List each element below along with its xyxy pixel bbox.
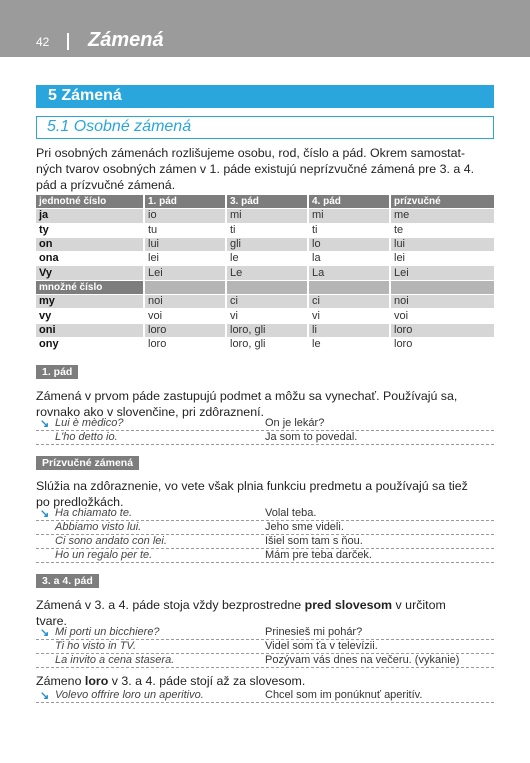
table-row — [36, 266, 494, 280]
table-row — [36, 295, 494, 309]
table-cell: le — [309, 338, 391, 352]
label-stressed-pronouns: Prízvučné zámená — [36, 456, 139, 470]
text-run: v 3. a 4. páde stojí až za slovesom. — [108, 674, 306, 688]
example-slovak: Pozývam vás dnes na večeru. (vykanie) — [265, 654, 460, 666]
table-cell: ti — [309, 224, 391, 238]
example-italian: Mi porti un bicchiere? — [55, 626, 160, 638]
table-cell: le — [227, 252, 309, 266]
table-row — [36, 309, 494, 323]
arrow-down-right-icon: ↘ — [40, 418, 50, 430]
table-row — [36, 338, 494, 352]
section-title: 5 Zámená — [48, 87, 122, 104]
example-row — [36, 549, 494, 563]
chapter-title: Zámená — [88, 29, 164, 51]
example-slovak: Prinesieš mi pohár? — [265, 626, 363, 638]
page-number: 42 — [36, 35, 50, 49]
table-cell: noi — [391, 295, 494, 309]
paragraph-line — [36, 597, 494, 613]
table-cell: vi — [309, 309, 391, 323]
block2-paragraph — [36, 478, 494, 510]
table-cell: loro, gli — [227, 324, 309, 338]
intro-line: Pri osobných zámenách rozlišujeme osobu, rod, číslo a pád. Okrem samostat- — [36, 146, 466, 160]
table-cell: lui — [391, 238, 494, 252]
label-first-case: 1. pád — [36, 365, 78, 379]
example-row — [36, 689, 494, 703]
table-cell: te — [391, 224, 494, 238]
table-cell: gli — [227, 238, 309, 252]
table-cell: Lei — [391, 266, 494, 280]
table-cell: loro — [145, 324, 227, 338]
table-row — [36, 324, 494, 338]
example-italian: Ci sono andato con lei. — [55, 535, 167, 547]
table-cell: my — [36, 295, 145, 309]
table-cell: loro — [145, 338, 227, 352]
example-slovak: On je lekár? — [265, 417, 325, 429]
bold-text-run: pred slovesom — [304, 598, 393, 612]
table-cell: on — [36, 238, 145, 252]
table-cell: Le — [227, 266, 309, 280]
example-italian: Volevo offrire loro un aperitivo. — [55, 689, 204, 701]
example-italian: L'ho detto io. — [55, 431, 118, 443]
pronoun-table — [36, 195, 494, 352]
example-italian: Ti ho visto in TV. — [55, 640, 137, 652]
table-cell: lei — [391, 252, 494, 266]
table-cell: me — [391, 209, 494, 223]
table-row — [36, 224, 494, 238]
table-cell: La — [309, 266, 391, 280]
example-row — [36, 417, 494, 431]
arrow-down-right-icon: ↘ — [40, 508, 50, 520]
label-third-fourth-case: 3. a 4. pád — [36, 574, 99, 588]
paragraph-line: po predložkách. — [36, 495, 124, 509]
example-slovak: Išiel som tam s ňou. — [265, 535, 363, 547]
table-header-cell: 3. pád — [227, 195, 309, 209]
block4-paragraph — [36, 673, 494, 689]
table-cell: io — [145, 209, 227, 223]
intro-paragraph — [36, 145, 494, 193]
table-row — [36, 252, 494, 266]
intro-line: pád a prízvučné zámená. — [36, 178, 176, 192]
text-run: Zámená v 3. a 4. páde stoja vždy bezprostredne — [36, 598, 305, 612]
table-header-cell: 4. pád — [309, 195, 391, 209]
table-cell: ti — [227, 224, 309, 238]
example-row — [36, 431, 494, 445]
table-cell: ja — [36, 209, 145, 223]
table-row — [36, 238, 494, 252]
table-header-cell — [145, 281, 227, 295]
table-cell: ci — [227, 295, 309, 309]
table-cell: voi — [145, 309, 227, 323]
text-run: v určitom — [392, 598, 446, 612]
table-cell: oni — [36, 324, 145, 338]
table-cell: mi — [227, 209, 309, 223]
table-cell: la — [309, 252, 391, 266]
table-cell: lei — [145, 252, 227, 266]
table-header-cell: jednotné číslo — [36, 195, 145, 209]
table-cell: vi — [227, 309, 309, 323]
table-cell: Vy — [36, 266, 145, 280]
table-cell: ty — [36, 224, 145, 238]
page-header — [0, 0, 530, 57]
example-row — [36, 535, 494, 549]
table-header-cell — [227, 281, 309, 295]
paragraph-line: Zámená v prvom páde zastupujú podmet a môžu sa vynechať. Používajú sa, — [36, 389, 458, 403]
example-italian: La invito a cena stasera. — [55, 654, 175, 666]
table-cell: ona — [36, 252, 145, 266]
table-header-cell: prízvučné — [391, 195, 494, 209]
example-row — [36, 640, 494, 654]
example-italian: Abbiamo visto lui. — [55, 521, 142, 533]
paragraph-line: tvare. — [36, 614, 67, 628]
arrow-down-right-icon: ↘ — [40, 690, 50, 702]
table-cell: tu — [145, 224, 227, 238]
example-row — [36, 626, 494, 640]
table-cell: ony — [36, 338, 145, 352]
table-cell: loro — [391, 338, 494, 352]
table-cell: vy — [36, 309, 145, 323]
text-run: Zámeno — [36, 674, 85, 688]
subsection-heading — [36, 116, 494, 139]
paragraph-line: Slúžia na zdôraznenie, vo vete však plnia funkciu predmetu a používajú sa tiež — [36, 479, 468, 493]
example-row — [36, 521, 494, 535]
table-header-cell: množné číslo — [36, 281, 145, 295]
example-slovak: Volal teba. — [265, 507, 317, 519]
bold-text-run: loro — [84, 674, 109, 688]
table-cell: loro, gli — [227, 338, 309, 352]
arrow-down-right-icon: ↘ — [40, 627, 50, 639]
table-subheader-row — [36, 281, 494, 295]
table-cell: lo — [309, 238, 391, 252]
table-cell: ci — [309, 295, 391, 309]
table-cell: Lei — [145, 266, 227, 280]
paragraph-line: rovnako ako v slovenčine, pri zdôraznení. — [36, 405, 264, 419]
table-cell: li — [309, 324, 391, 338]
example-slovak: Mám pre teba darček. — [265, 549, 372, 561]
intro-line: ných tvarov osobných zámen v 1. páde existujú neprízvučné zámená pre 3. a 4. — [36, 162, 475, 176]
table-header-cell — [309, 281, 391, 295]
table-row — [36, 209, 494, 223]
table-cell: lui — [145, 238, 227, 252]
block1-paragraph — [36, 388, 494, 420]
header-divider — [67, 33, 69, 50]
example-slovak: Chcel som im ponúknuť aperitív. — [265, 689, 423, 701]
example-row — [36, 507, 494, 521]
example-slovak: Ja som to povedal. — [265, 431, 358, 443]
example-italian: Lui è mèdico? — [55, 417, 124, 429]
block3-paragraph — [36, 597, 494, 629]
table-header-row — [36, 195, 494, 209]
table-cell: mi — [309, 209, 391, 223]
paragraph-line — [36, 673, 494, 689]
table-header-cell: 1. pád — [145, 195, 227, 209]
subsection-title: 5.1 Osobné zámená — [47, 118, 192, 135]
example-slovak: Videl som ťa v televízii. — [265, 640, 378, 652]
example-slovak: Jeho sme videli. — [265, 521, 344, 533]
table-cell: loro — [391, 324, 494, 338]
example-italian: Ha chiamato te. — [55, 507, 133, 519]
table-cell: voi — [391, 309, 494, 323]
table-cell: noi — [145, 295, 227, 309]
example-row — [36, 654, 494, 668]
section-heading — [36, 85, 494, 108]
example-italian: Ho un regalo per te. — [55, 549, 153, 561]
table-header-cell — [391, 281, 494, 295]
